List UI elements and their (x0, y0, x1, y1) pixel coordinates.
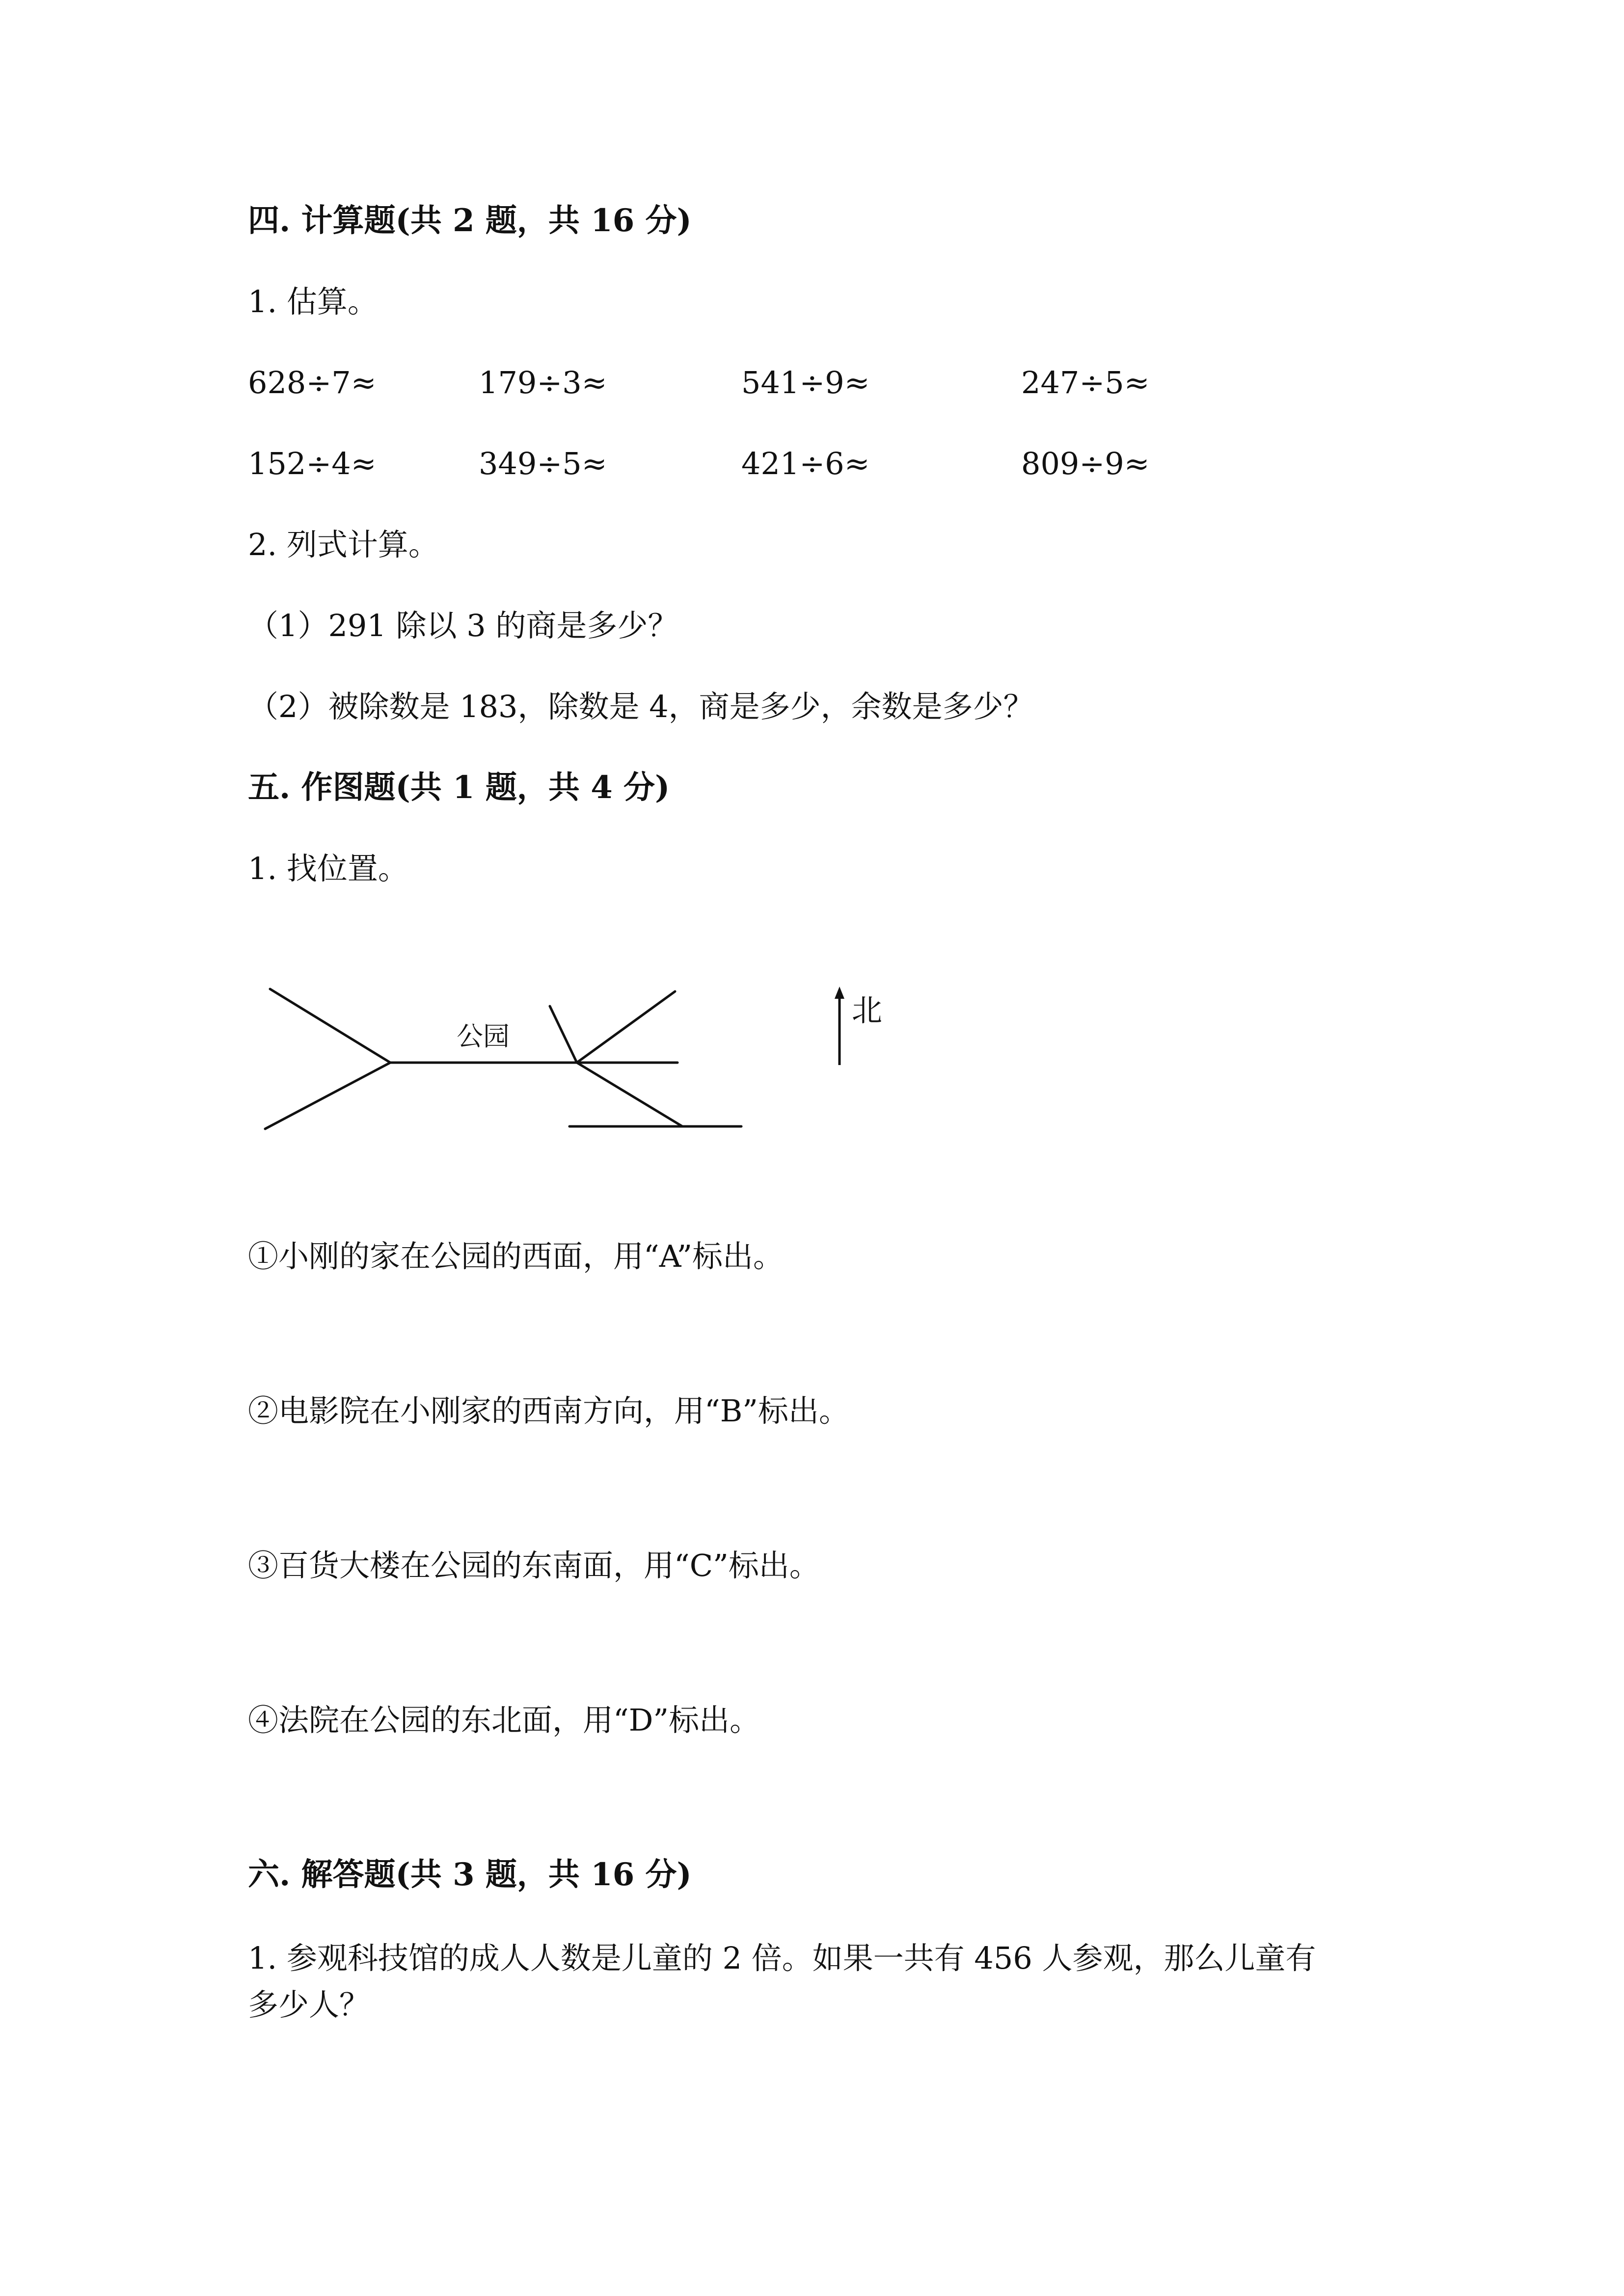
q1-position-title: 1. 找位置。 (248, 851, 408, 886)
map-road (577, 1063, 682, 1126)
estimate-item: 179÷3≈ (479, 365, 607, 400)
section-five-heading: 五. 作图题(共 1 题，共 4 分) (248, 769, 670, 806)
estimate-item: 349÷5≈ (479, 446, 607, 481)
calc-item-2: （2）被除数是 183，除数是 4，商是多少，余数是多少？ (248, 689, 1034, 724)
park-label: 公园 (457, 1021, 510, 1052)
section-six-heading: 六. 解答题(共 3 题，共 16 分) (248, 1856, 692, 1893)
task-a: ①小刚的家在公园的西面，用“A”标出。 (248, 1238, 784, 1274)
map-road (270, 989, 390, 1063)
north-arrow-icon (830, 982, 898, 1070)
park-map-diagram (255, 972, 756, 1139)
north-label: 北 (852, 992, 883, 1028)
q2-calc-title: 2. 列式计算。 (248, 527, 439, 562)
task-d: ④法院在公园的东北面，用“D”标出。 (248, 1702, 760, 1738)
calc-item-1: （1）291 除以 3 的商是多少？ (248, 608, 678, 643)
estimate-item: 152÷4≈ (248, 446, 377, 481)
word-problem-line-1: 1. 参观科技馆的成人人数是儿童的 2 倍。如果一共有 456 人参观，那么儿童有 (248, 1940, 1316, 1976)
map-road (577, 991, 675, 1063)
word-problem-line-2: 多少人？ (248, 1987, 370, 2023)
estimate-item: 541÷9≈ (741, 365, 870, 400)
section-four-heading: 四. 计算题(共 2 题，共 16 分) (248, 202, 692, 239)
estimate-item: 809÷9≈ (1021, 446, 1150, 481)
map-road (265, 1063, 390, 1129)
task-c: ③百货大楼在公园的东南面，用“C”标出。 (248, 1548, 820, 1583)
estimate-item: 421÷6≈ (741, 446, 870, 481)
estimate-item: 628÷7≈ (248, 365, 377, 400)
task-b: ②电影院在小刚家的西南方向，用“B”标出。 (248, 1393, 849, 1429)
estimate-item: 247÷5≈ (1021, 365, 1150, 400)
q1-estimate-title: 1. 估算。 (248, 284, 378, 320)
map-road (550, 1006, 577, 1063)
